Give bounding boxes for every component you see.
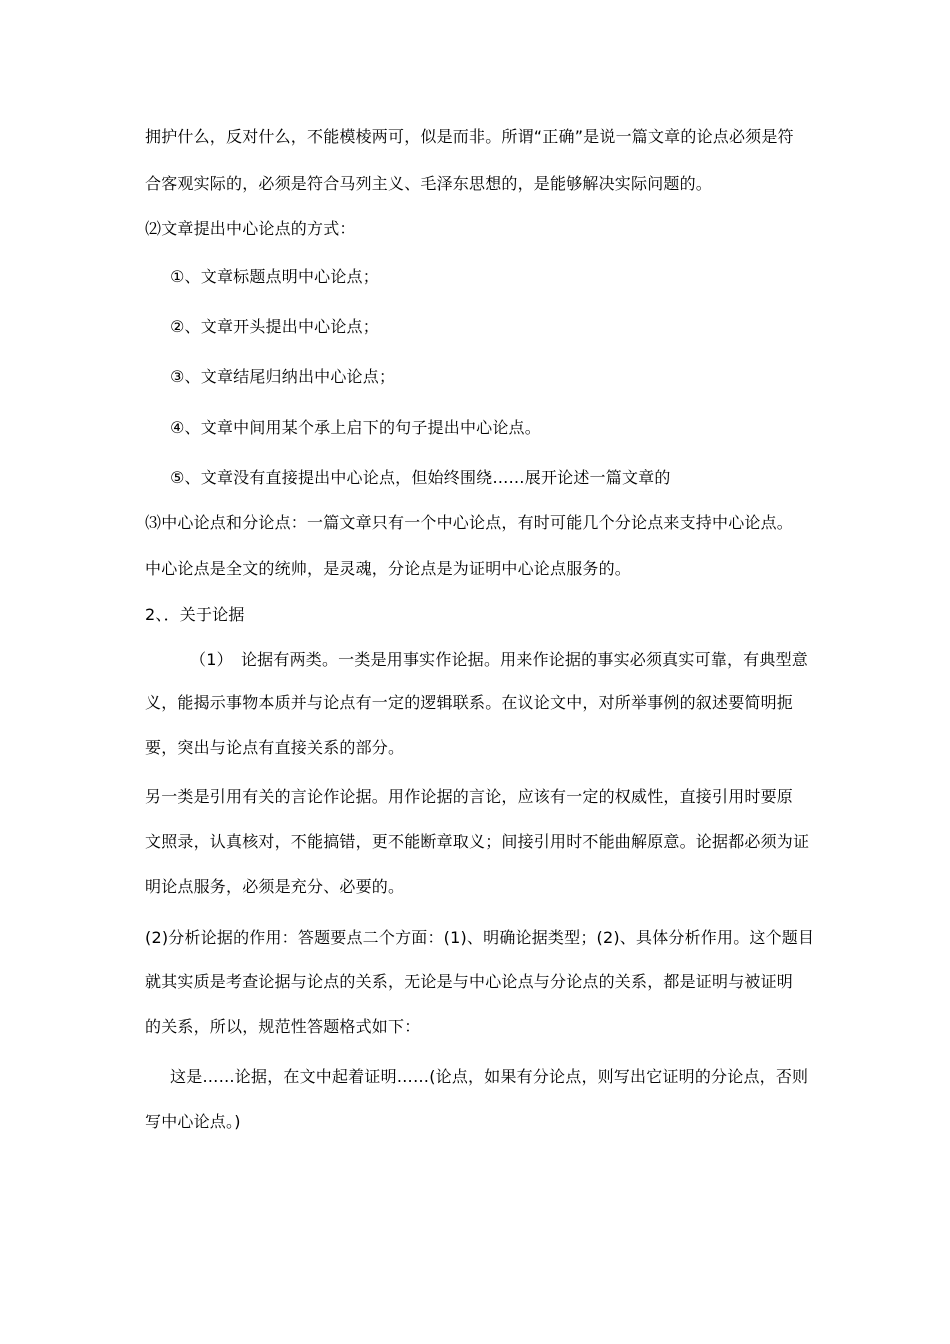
text-line: 的关系，所以，规范性答题格式如下： <box>145 1017 421 1036</box>
text-line: 要，突出与论点有直接关系的部分。 <box>145 738 405 757</box>
text-line: （1） 论据有两类。一类是用事实作论据。用来作论据的事实必须真实可靠，有典型意 <box>190 650 808 669</box>
list-item: ②、文章开头提出中心论点； <box>170 317 379 336</box>
text-line: 拥护什么，反对什么，不能模棱两可，似是而非。所谓“正确”是说一篇文章的论点必须是符 <box>145 127 794 146</box>
text-line: 明论点服务，必须是充分、必要的。 <box>145 877 405 896</box>
text-line: 义，能揭示事物本质并与论点有一定的逻辑联系。在议论文中，对所举事例的叙述要简明扼 <box>145 693 794 712</box>
list-item: ①、文章标题点明中心论点； <box>170 267 379 286</box>
text-line: 写中心论点。) <box>145 1112 241 1131</box>
text-line: ⑵文章提出中心论点的方式： <box>145 219 356 238</box>
text-line: 这是……论据，在文中起着证明……(论点，如果有分论点，则写出它证明的分论点，否则 <box>170 1067 809 1086</box>
text-line: 另一类是引用有关的言论作论据。用作论据的言论，应该有一定的权威性，直接引用时要原 <box>145 787 794 806</box>
list-item: ③、文章结尾归纳出中心论点； <box>170 367 396 386</box>
text-line: (2)分析论据的作用：答题要点二个方面：(1)、明确论据类型；(2)、具体分析作用。这个题目 <box>145 928 815 947</box>
text-line: 就其实质是考查论据与论点的关系，无论是与中心论点与分论点的关系，都是证明与被证明 <box>145 972 794 991</box>
list-item: ⑤、文章没有直接提出中心论点，但始终围绕……展开论述一篇文章的 <box>170 468 671 487</box>
section-heading: 2、．关于论据 <box>145 605 245 624</box>
list-item: ④、文章中间用某个承上启下的句子提出中心论点。 <box>170 418 541 437</box>
text-line: 文照录，认真核对，不能搞错，更不能断章取义；间接引用时不能曲解原意。论据都必须为证 <box>145 832 810 851</box>
text-line: 中心论点是全文的统帅，是灵魂，分论点是为证明中心论点服务的。 <box>145 559 632 578</box>
text-line: 合客观实际的，必须是符合马列主义、毛泽东思想的，是能够解决实际问题的。 <box>145 174 713 193</box>
text-line: ⑶中心论点和分论点：一篇文章只有一个中心论点，有时可能几个分论点来支持中心论点。 <box>145 513 794 532</box>
